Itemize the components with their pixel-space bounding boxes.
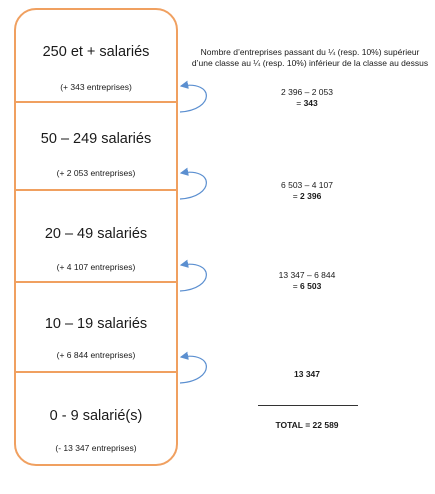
calc-block [262,270,352,292]
calc-result: 343 [303,98,318,108]
calc-equals: = [292,281,298,291]
calc-equals: = [292,191,298,201]
band-count: (+ 2 053 entreprises) [56,168,136,178]
calc-expression: 13 347 – 6 844 [278,270,336,280]
calc-block [262,369,352,380]
band-title: 0 - 9 salarié(s) [49,408,143,424]
total-divider [258,405,358,406]
arrow-up-icon [180,172,206,199]
band-count: (+ 343 entreprises) [60,82,132,92]
calc-equals: = [296,98,302,108]
explanation-note [185,47,435,69]
calc-result: 6 503 [300,281,322,291]
calc-expression: 2 396 – 2 053 [281,87,333,97]
band-title: 250 et + salariés [42,44,150,60]
band-count: (+ 4 107 entreprises) [56,262,136,272]
band-count: (+ 6 844 entreprises) [56,350,136,360]
note-line: d’une classe au ¼ (resp. 10%) inférieur de la classe au dessus [191,58,429,68]
calc-expression: 6 503 – 4 107 [281,180,333,190]
arrow-up-icon [180,85,206,112]
calc-result: 13 347 [294,369,320,379]
calc-block [262,87,352,109]
band-title: 20 – 49 salariés [44,226,148,242]
calc-result: 2 396 [300,191,322,201]
band-title: 50 – 249 salariés [40,131,152,147]
band-title: 10 – 19 salariés [44,316,148,332]
total-label: TOTAL = 22 589 [275,420,339,430]
note-line: Nombre d’entreprises passant du ¼ (resp. 10%) supérieur [200,47,420,57]
band-count: (- 13 347 entreprises) [55,443,137,453]
total-block [262,420,352,431]
calc-block [262,180,352,202]
arrow-up-icon [180,356,206,383]
arrow-up-icon [180,264,206,291]
